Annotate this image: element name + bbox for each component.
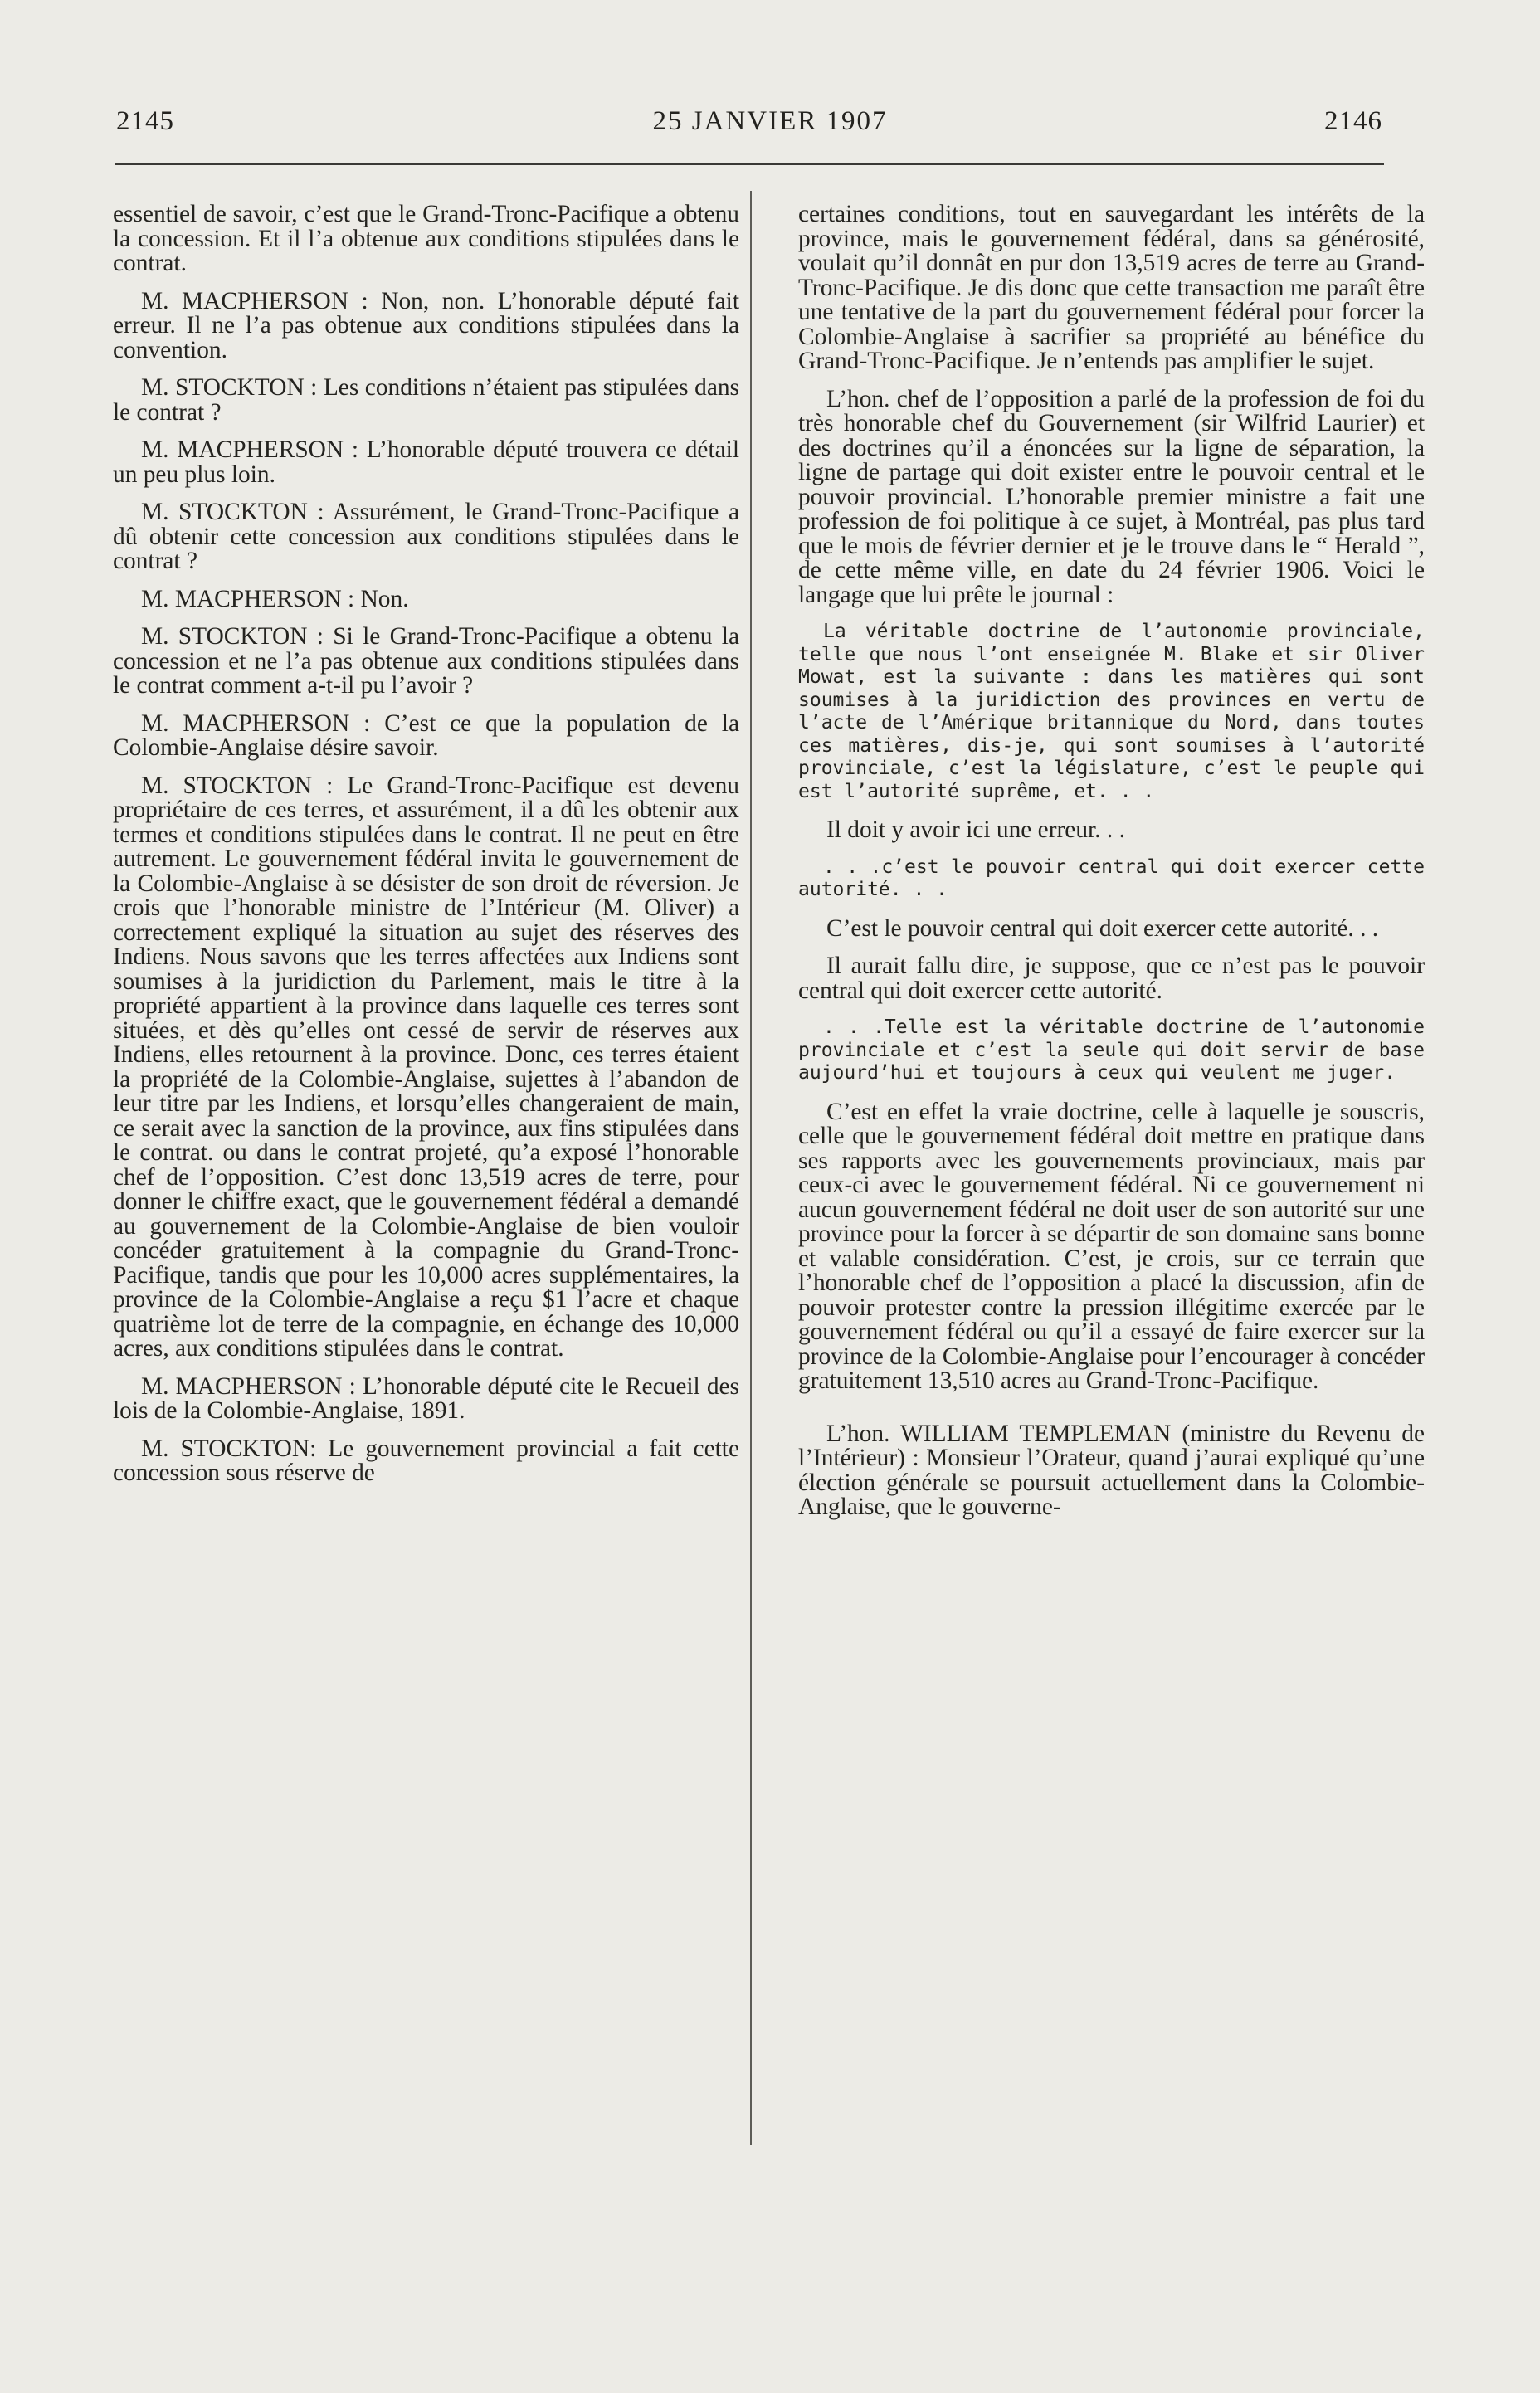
header-rule — [115, 163, 1384, 165]
body-paragraph: certaines conditions, tout en sauvegardant les intérêts de la province, mais le gouvernement fédéral, dans sa générosité, voulait qu’il donnât en pur don 13,519 acres de terre au Grand-Tronc-Pacifique. Je dis donc que cette transaction me paraît être une tentative de la part du gouvernement fédéral pour forcer la Colombie-Anglaise à sacrifier sa propriété au bénéfice du Grand-Tronc-Pacifique. Je n’entends pas amplifier le sujet. — [798, 201, 1425, 374]
body-paragraph: M. STOCKTON : Le Grand-Tronc-Pacifique est devenu propriétaire de ces terres, et assurément, il a dû les obtenir aux termes et conditions stipulées dans le contrat. Il ne peut en être autrement. Le gouvernement fédéral invita le gouvernement de la Colombie-Anglaise à se désister de son droit de réversion. Je crois que l’honorable ministre de l’Intérieur (M. Oliver) a correctement expliqué la situation au sujet des réserves des Indiens. Nous savons que les terres affectées aux Indiens sont soumises à la juridiction du Parlement, mais le titre à la propriété appartient à la province dans laquelle ces terres sont situées, et dès qu’elles ont cessé de servir de réserves aux Indiens, elles retournent à la province. Donc, ces terres étaient la propriété de la Colombie-Anglaise, sujettes à l’abandon de leur titre par les Indiens, et lorsqu’elles changeraient de main, ce serait avec la sanction de la province, aux fins stipulées dans le contrat. ou dans le contrat projeté, qu’a exposé l’honorable chef de l’opposition. C’est donc 13,519 acres de terre, pour donner le chiffre exact, que le gouvernement fédéral a demandé au gouvernement de la Colombie-Anglaise de bien vouloir concéder gratuitement à la compagnie du Grand-Tronc-Pacifique, tandis que pour les 10,000 acres supplémentaires, la province de la Colombie-Anglaise a reçu $1 l’acre et chaque quatrième lot de terre de la compagnie, en échange des 10,000 acres, aux conditions stipulées dans le contrat. — [113, 772, 739, 1362]
body-paragraph: M. MACPHERSON : L’honorable député cite le Recueil des lois de la Colombie-Anglaise, 1891. — [113, 1372, 739, 1424]
left-column — [113, 202, 739, 1499]
body-paragraph: M. MACPHERSON : L’honorable député trouvera ce détail un peu plus loin. — [113, 436, 739, 488]
body-paragraph: L’hon. WILLIAM TEMPLEMAN (ministre du Revenu de l’Intérieur) : Monsieur l’Orateur, quand j’aurai expliqué qu’une élection générale se poursuit actuellement dans la Colombie-Anglaise, que le gouverne- — [798, 1420, 1425, 1520]
body-paragraph: C’est le pouvoir central qui doit exercer cette autorité. . . — [826, 914, 1379, 942]
body-paragraph: M. MACPHERSON : Non, non. L’honorable député fait erreur. Il ne l’a pas obtenue aux conditions stipulées dans la convention. — [113, 287, 739, 363]
body-paragraph: M. STOCKTON: Le gouvernement provincial a fait cette concession sous réserve de — [113, 1435, 739, 1486]
page-header — [0, 106, 1540, 148]
page-number-right: 2146 — [1324, 106, 1382, 136]
body-paragraph: M. STOCKTON : Si le Grand-Tronc-Pacifique a obtenu la concession et ne l’a pas obtenue aux conditions stipulées dans le contrat comment a-t-il pu l’avoir ? — [113, 623, 739, 699]
quotation-paragraph: . . .Telle est la véritable doctrine de l’autonomie provinciale et c’est la seule qui doit servir de base aujourd’hui et toujours à ceux qui veulent me juger. — [798, 1016, 1425, 1084]
body-paragraph: M. MACPHERSON : C’est ce que la population de la Colombie-Anglaise désire savoir. — [113, 709, 739, 761]
body-paragraph: L’hon. chef de l’opposition a parlé de la profession de foi du très honorable chef du Gouvernement (sir Wilfrid Laurier) et des doctrines qu’il a énoncées sur la ligne de séparation, la ligne de partage qui doit exister entre le pouvoir central et le pouvoir provincial. L’honorable premier ministre a fait une profession de foi politique à ce sujet, à Montréal, pas plus tard que le mois de février dernier et je le trouve dans le “ Herald ”, de cette même ville, en date du 24 février 1906. Voici le langage que lui prête le journal : — [798, 385, 1425, 608]
quotation-paragraph: . . .c’est le pouvoir central qui doit exercer cette autorité. . . — [798, 855, 1425, 900]
body-paragraph: M. STOCKTON : Assurément, le Grand-Tronc-Pacifique a dû obtenir cette concession aux conditions stipulées dans le contrat ? — [113, 499, 739, 574]
body-paragraph: Il aurait fallu dire, je suppose, que ce n’est pas le pouvoir central qui doit exercer cette autorité. — [798, 953, 1425, 1004]
quotation-paragraph: La véritable doctrine de l’autonomie provinciale, telle que nous l’ont enseignée M. Blake et sir Oliver Mowat, est la suivante : dans les matières qui sont soumises à la juridiction des provinces en vertu de l’acte de l’Amérique britannique du Nord, dans toutes ces matières, dis-je, qui sont soumises à l’autorité provinciale, c’est la législature, c’est le peuple qui est l’autorité suprême, et. . . — [798, 621, 1425, 802]
body-paragraph: M. STOCKTON : Les conditions n’étaient pas stipulées dans le contrat ? — [113, 374, 739, 426]
right-column — [798, 202, 1425, 1533]
body-paragraph: Il doit y avoir ici une erreur. . . — [826, 816, 1125, 843]
column-divider — [750, 191, 752, 2145]
body-paragraph: M. MACPHERSON : Non. — [141, 585, 409, 612]
page-date: 25 JANVIER 1907 — [652, 106, 888, 136]
page-number-left: 2145 — [116, 106, 174, 136]
body-paragraph: essentiel de savoir, c’est que le Grand-Tronc-Pacifique a obtenu la concession. Et il l’a obtenue aux conditions stipulées dans le contrat. — [113, 201, 739, 276]
body-paragraph: C’est en effet la vraie doctrine, celle à laquelle je souscris, celle que le gouvernement fédéral doit mettre en pratique dans ses rapports avec les gouvernements provinciaux, mais par ceux-ci avec le gouvernement fédéral. Ni ce gouvernement ni aucun gouvernement fédéral ne doit user de son autorité sur une province pour la forcer à se départir de son domaine sans bonne et valable considération. C’est, je crois, sur ce terrain que l’honorable chef de l’opposition a placé la discussion, afin de pouvoir protester contre la pression illégitime exercée par le gouvernement fédéral ou qu’il a essayé de faire exercer sur la province de la Colombie-Anglaise pour l’encourager à concéder gratuitement 13,510 acres au Grand-Tronc-Pacifique. — [798, 1098, 1425, 1394]
